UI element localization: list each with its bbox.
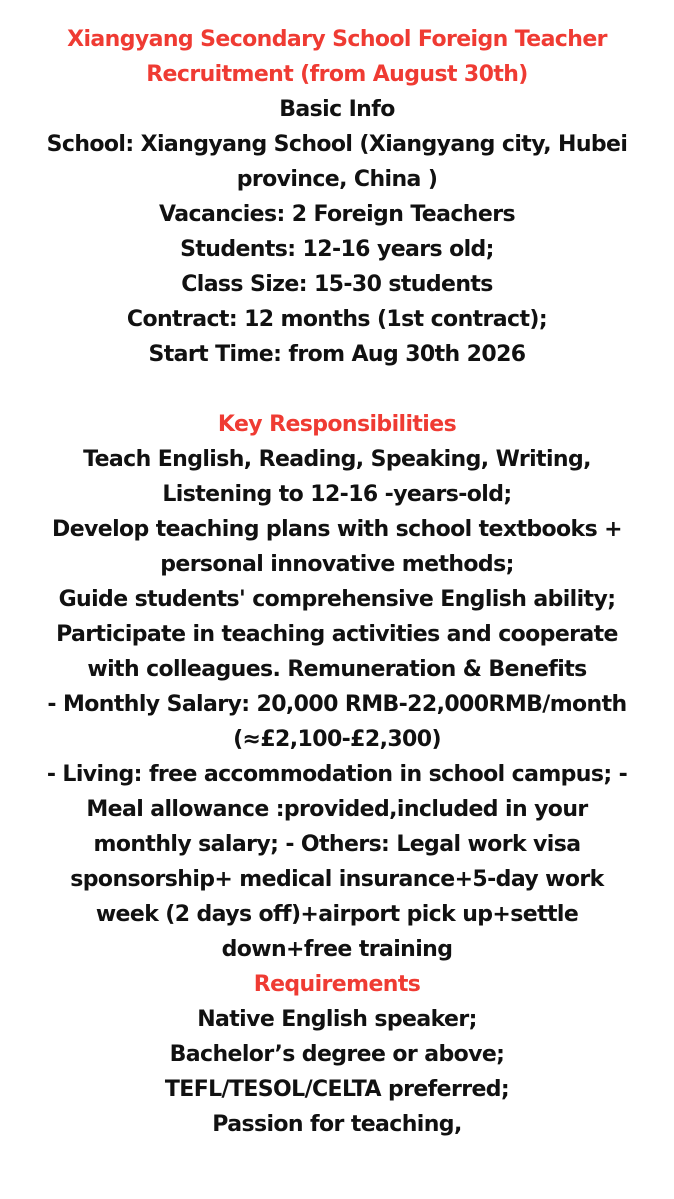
salary-line: - Monthly Salary: 20,000 RMB-22,000RMB/month <box>47 692 627 717</box>
class-size-line: Class Size: 15-30 students <box>181 272 493 297</box>
benefits-line: Meal allowance :provided,included in your <box>86 797 588 822</box>
salary-conversion-line: (≈£2,100-£2,300) <box>233 727 441 752</box>
school-line-1: School: Xiangyang School (Xiangyang city, Hubei <box>46 132 628 157</box>
contract-line: Contract: 12 months (1st contract); <box>126 307 548 332</box>
benefits-line: monthly salary; - Others: Legal work visa <box>93 832 581 857</box>
title-line-2: Recruitment (from August 30th) <box>146 62 528 87</box>
vacancies-line: Vacancies: 2 Foreign Teachers <box>159 202 515 227</box>
benefits-line: down+free training <box>221 937 453 962</box>
basic-info-heading: Basic Info <box>279 97 395 122</box>
section-spacer <box>16 372 658 407</box>
responsibility-line: Participate in teaching activities and cooperate <box>56 622 618 647</box>
responsibility-line: with colleagues. Remuneration & Benefits <box>87 657 587 682</box>
requirement-line: TEFL/TESOL/CELTA preferred; <box>164 1077 510 1102</box>
responsibility-line: personal innovative methods; <box>160 552 514 577</box>
benefits-line: sponsorship+ medical insurance+5-day work <box>70 867 604 892</box>
key-responsibilities-heading: Key Responsibilities <box>217 412 457 437</box>
start-time-line: Start Time: from Aug 30th 2026 <box>148 342 526 367</box>
recruitment-poster <box>0 22 674 1142</box>
school-line-2: province, China ) <box>236 167 438 192</box>
requirement-line: Bachelor’s degree or above; <box>169 1042 505 1067</box>
benefits-line: - Living: free accommodation in school campus; - <box>46 762 628 787</box>
responsibility-line: Listening to 12-16 -years-old; <box>162 482 512 507</box>
responsibility-line: Teach English, Reading, Speaking, Writing, <box>83 447 591 472</box>
responsibility-line: Develop teaching plans with school textbooks + <box>52 517 622 542</box>
responsibility-line: Guide students' comprehensive English ability; <box>58 587 616 612</box>
title-line-1: Xiangyang Secondary School Foreign Teacher <box>67 27 607 52</box>
requirement-line: Native English speaker; <box>197 1007 477 1032</box>
benefits-line: week (2 days off)+airport pick up+settle <box>95 902 579 927</box>
requirements-heading: Requirements <box>253 972 421 997</box>
requirement-line: Passion for teaching, <box>212 1112 462 1137</box>
students-line: Students: 12-16 years old; <box>180 237 494 262</box>
